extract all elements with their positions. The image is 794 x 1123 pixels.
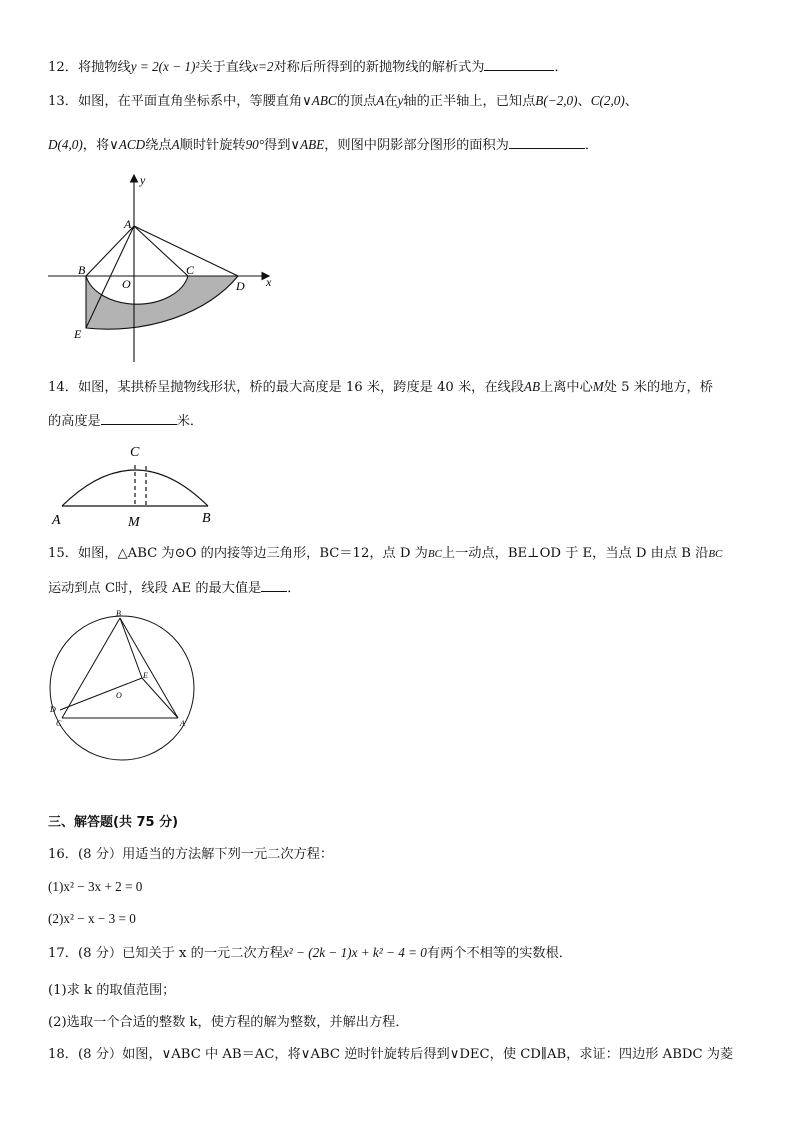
question-16-head: 16．(8 分）用适当的方法解下列一元二次方程： <box>48 847 334 862</box>
section-3-title: 三、解答题(共 75 分) <box>48 815 179 830</box>
q13-sep: 、 <box>577 94 591 109</box>
q13-text-1: 如图，在平面直角坐标系中，等腰直角 <box>77 94 303 109</box>
q15-circle <box>50 616 194 760</box>
q13-axis-y: y <box>397 93 404 108</box>
q13-point-c: C(2,0) <box>590 93 625 108</box>
q12-answer-blank[interactable] <box>484 56 554 71</box>
q15-arc-bc-2: BC <box>708 548 723 560</box>
q15-figure <box>44 606 204 762</box>
q12-text-3: 对称后所得到的新抛物线的解析式为 <box>273 60 485 75</box>
q15-label-b: B <box>116 609 121 618</box>
q15-seg-bc <box>62 618 120 718</box>
q14-unit: 米． <box>176 414 204 429</box>
q14-label-m: M <box>128 515 140 530</box>
q12-end: ． <box>554 60 568 75</box>
question-13-line-1 <box>48 92 638 111</box>
q15-text-3: 运动到点 C时，线段 AE 的最大值是 <box>48 581 262 596</box>
question-12 <box>48 56 568 77</box>
q13-text-9: ，则图中阴影部分图形的面积为 <box>324 138 509 153</box>
q12-line: x=2 <box>252 59 274 74</box>
q13-point-a-2: A <box>171 137 180 152</box>
q13-label-a: A <box>124 217 132 231</box>
q15-answer-blank[interactable] <box>261 577 287 592</box>
q15-text-1: 如图，△ABC 为⊙O 的内接等边三角形，BC＝12，点 D 为 <box>77 546 428 561</box>
q14-label-b: B <box>202 511 211 526</box>
q14-center-m: M <box>592 379 604 394</box>
question-14-line-2 <box>48 410 203 431</box>
q13-seg-ab <box>86 226 134 276</box>
q13-triangle-acd: ∨ACD <box>109 137 146 152</box>
q14-answer-blank[interactable] <box>101 410 177 425</box>
q15-label-c: C <box>56 719 62 728</box>
q13-angle: 90° <box>245 137 265 152</box>
q13-text-4: 轴的正半轴上，已知点 <box>403 94 536 109</box>
q13-point-a: A <box>376 93 385 108</box>
q15-seg-ed <box>60 678 142 710</box>
q13-point-b: B(−2,0) <box>535 93 578 108</box>
q13-label-c: C <box>186 263 195 277</box>
question-15-line-1 <box>48 545 722 563</box>
question-17-head <box>48 944 572 963</box>
q13-triangle-abe: ∨ABE <box>290 137 325 152</box>
question-16-part-1: (1)x² − 3x + 2 = 0 <box>48 879 143 894</box>
q13-label-x: x <box>266 275 272 289</box>
q13-point-d: D(4,0) <box>48 137 83 152</box>
q12-text-2: 关于直线 <box>199 60 253 75</box>
q13-text-2: 的顶点 <box>336 94 377 109</box>
q15-text-2: 上一动点，BE⊥OD 于 E，当点 D 由点 B 沿 <box>441 546 709 561</box>
q17-text-1: 17．(8 分）已知关于 x 的一元二次方程 <box>48 946 283 961</box>
q15-number: 15． <box>48 546 78 561</box>
q15-seg-be <box>120 618 142 678</box>
q13-label-o: O <box>122 277 131 291</box>
q15-arc-bc: BC <box>427 548 442 560</box>
question-17-part-2: (2)选取一个合适的整数 k，使方程的解为整数，并解出方程． <box>48 1015 409 1030</box>
q14-text-3: 处 5 米的地方，桥 <box>603 380 713 395</box>
question-15-line-2 <box>48 577 300 598</box>
q15-seg-ea <box>142 678 178 718</box>
q13-answer-blank[interactable] <box>509 134 585 149</box>
q17-text-2: 有两个不相等的实数根． <box>426 946 572 961</box>
q13-text-5: ，将 <box>82 138 110 153</box>
q13-triangle-abc: ∨ABC <box>302 93 337 108</box>
question-13-line-2 <box>48 134 598 155</box>
question-14-line-1 <box>48 378 713 397</box>
q13-shaded-region <box>86 276 238 329</box>
q15-label-a: A <box>180 719 185 728</box>
q13-label-y: y <box>140 173 146 187</box>
q14-number: 14． <box>48 380 78 395</box>
q13-sep-2: 、 <box>624 94 638 109</box>
q12-text-1: 将抛物线 <box>77 60 131 75</box>
q13-seg-ac <box>134 226 188 276</box>
q13-figure <box>40 168 280 368</box>
q13-text-6: 绕点 <box>145 138 172 153</box>
q12-parabola: y = 2(x − 1)² <box>130 59 200 74</box>
q13-label-b: B <box>78 263 86 277</box>
question-18: 18．(8 分）如图，∨ABC 中 AB＝AC，将∨ABC 逆时针旋转后得到∨DEC，使 CD∥AB，求证：四边形 ABDC 为菱 <box>48 1047 734 1062</box>
question-16-part-2: (2)x² − x − 3 = 0 <box>48 911 136 926</box>
q14-label-a: A <box>52 513 61 528</box>
q14-text-4: 的高度是 <box>48 414 101 429</box>
q15-seg-ba <box>120 618 178 718</box>
q14-figure <box>46 438 226 530</box>
q14-label-c: C <box>130 445 140 460</box>
q13-text-3: 在 <box>384 94 398 109</box>
q15-end: ． <box>287 581 301 596</box>
q13-text-8: 得到 <box>264 138 291 153</box>
q12-number: 12． <box>48 60 78 75</box>
q14-text-2: 上离中心 <box>540 380 593 395</box>
q15-label-e: E <box>143 671 148 680</box>
q13-label-d: D <box>236 279 245 293</box>
question-17-part-1: (1)求 k 的取值范围； <box>48 983 176 998</box>
q13-end: ． <box>584 138 599 153</box>
q14-segment-ab: AB <box>523 379 541 394</box>
q13-label-e: E <box>74 327 82 341</box>
q14-text-1: 如图，某拱桥呈抛物线形状，桥的最大高度是 16 米，跨度是 40 米，在线段 <box>77 380 524 395</box>
q15-label-d: D <box>50 705 56 714</box>
q13-number: 13． <box>48 94 78 109</box>
q17-equation: x² − (2k − 1)x + k² − 4 = 0 <box>282 945 427 960</box>
q13-text-7: 顺时针旋转 <box>179 138 246 153</box>
q15-label-o: O <box>116 691 122 700</box>
